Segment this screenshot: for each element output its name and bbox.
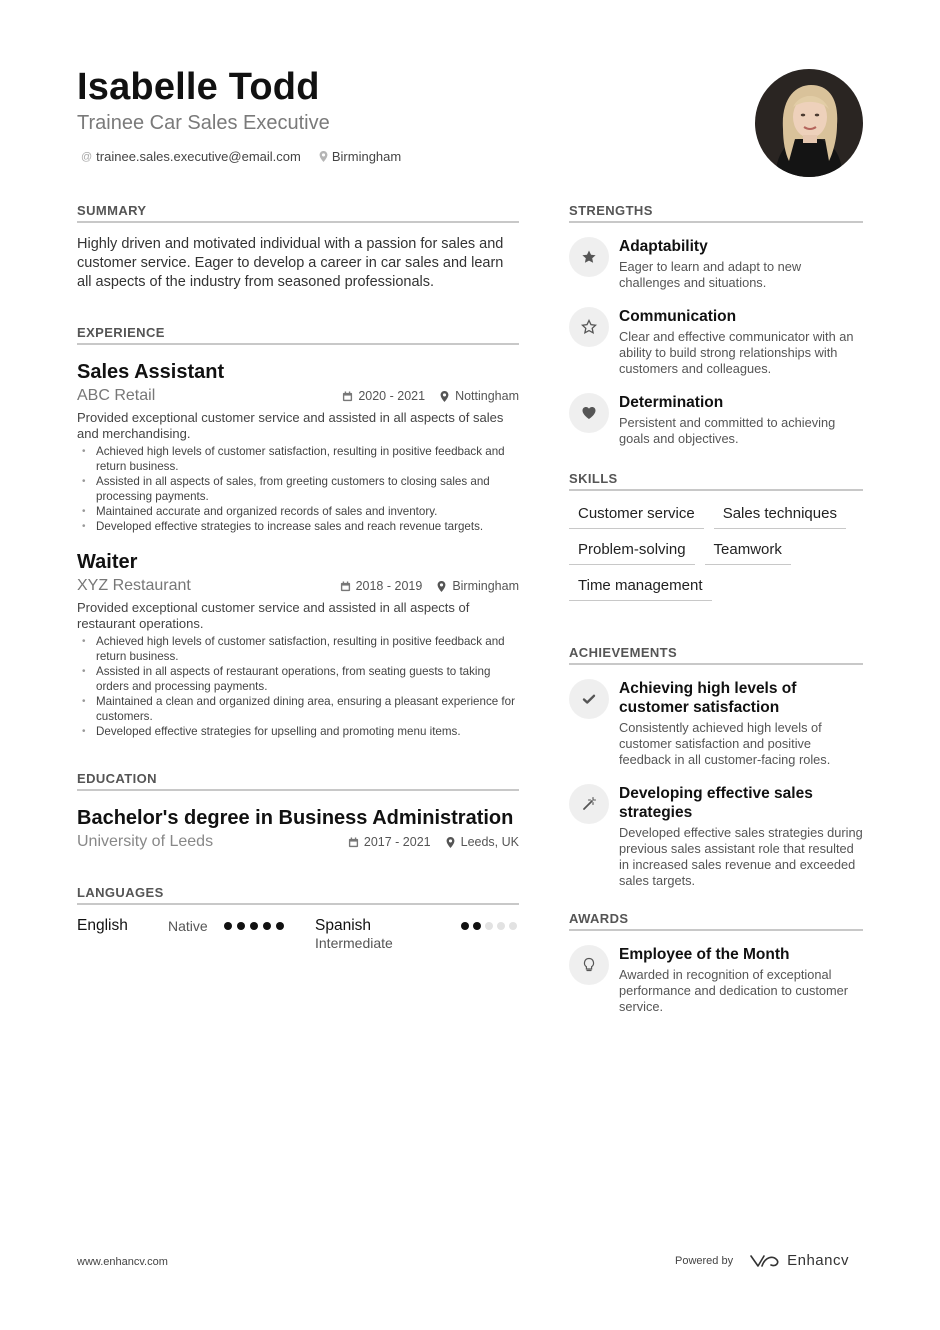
- brand-name: Enhancv: [787, 1252, 849, 1269]
- job-bullet: • Achieved high levels of customer satisfaction, resulting in positive feedback and return business.: [77, 634, 519, 664]
- job-meta: [342, 389, 519, 403]
- strengths-heading: STRENGTHS: [569, 203, 863, 223]
- achievement-body: [619, 784, 863, 889]
- achievement-title: Developing effective sales strategies: [619, 785, 813, 821]
- lightbulb-icon: [569, 945, 609, 985]
- star-outline-icon: [569, 307, 609, 347]
- education-dates: [348, 835, 431, 849]
- strengths-section: [569, 203, 863, 447]
- language-entry: [77, 917, 168, 935]
- contact-row: [81, 149, 401, 164]
- skill-tag: Sales techniques: [714, 505, 846, 529]
- strength-description: Eager to learn and adapt to new challenges and situations.: [619, 259, 802, 290]
- strength-item: [569, 237, 863, 291]
- location-pin-icon: [319, 151, 328, 162]
- enhancv-logo[interactable]: [749, 1252, 849, 1269]
- job-dates: [340, 579, 423, 593]
- experience-heading: EXPERIENCE: [77, 325, 519, 345]
- job-entry: [77, 359, 519, 534]
- strength-body: [619, 393, 863, 447]
- rating-dot: [473, 922, 481, 930]
- language-name: English: [77, 917, 128, 934]
- achievement-description: Consistently achieved high levels of customer satisfaction and positive feedback in all customer-facing roles.: [619, 720, 831, 767]
- location-text: Birmingham: [331, 149, 402, 164]
- job-bullet: • Maintained a clean and organized dining area, ensuring a pleasant experience for customers.: [77, 694, 519, 724]
- candidate-title: Trainee Car Sales Executive: [77, 112, 330, 134]
- footer-website[interactable]: www.enhancv.com: [77, 1256, 168, 1268]
- experience-section: [77, 325, 519, 739]
- job-title: Waiter: [77, 551, 138, 573]
- awards-heading: AWARDS: [569, 911, 863, 931]
- achievement-description: Developed effective sales strategies during previous sales assistant role that resulted in increased sales revenue and exceeded sales targets.: [619, 825, 863, 888]
- email-text: trainee.sales.executive@email.com: [96, 149, 301, 164]
- job-location: [436, 579, 519, 593]
- job-bullet: • Maintained accurate and organized records of sales and inventory.: [77, 504, 519, 519]
- job-entry: [77, 549, 519, 739]
- strength-item: [569, 307, 863, 377]
- achievement-body: [619, 679, 863, 768]
- profile-photo: [755, 69, 863, 177]
- education-subheader: [77, 831, 519, 853]
- achievement-title: Achieving high levels of customer satisfaction: [619, 680, 797, 716]
- left-column: [77, 203, 519, 957]
- language-entry: [315, 917, 461, 951]
- language-row: [77, 917, 519, 957]
- languages-section: [77, 885, 519, 957]
- job-bullet: • Assisted in all aspects of sales, from greeting customers to closing sales and processing payments.: [77, 474, 519, 504]
- check-icon: [569, 679, 609, 719]
- school-name: University of Leeds: [77, 833, 214, 850]
- skill-tag: Problem-solving: [569, 541, 695, 565]
- achievement-item: [569, 784, 863, 889]
- calendar-icon: [348, 837, 359, 848]
- language-level: Intermediate: [315, 935, 393, 951]
- footer-branding: [675, 1252, 849, 1269]
- job-bullet: • Achieved high levels of customer satisfaction, resulting in positive feedback and return business.: [77, 444, 519, 474]
- rating-dot: [237, 922, 245, 930]
- degree-title: Bachelor's degree in Business Administration: [77, 807, 514, 829]
- job-description: Provided exceptional customer service and assisted in all aspects of restaurant operations.: [77, 600, 470, 631]
- heart-icon: [569, 393, 609, 433]
- company-name: ABC Retail: [77, 387, 156, 404]
- summary-heading: SUMMARY: [77, 203, 519, 223]
- strength-body: [619, 307, 863, 377]
- strength-item: [569, 393, 863, 447]
- summary-section: [77, 203, 519, 292]
- skill-tag: Time management: [569, 577, 712, 601]
- education-heading: EDUCATION: [77, 771, 519, 791]
- location-pin-icon: [445, 837, 456, 848]
- job-dates: [342, 389, 425, 403]
- job-description: Provided exceptional customer service and assisted in all aspects of sales and merchandising.: [77, 410, 504, 441]
- job-subheader: [77, 575, 519, 597]
- languages-heading: LANGUAGES: [77, 885, 519, 905]
- strength-body: [619, 237, 863, 291]
- job-bullets: [77, 634, 519, 739]
- job-meta: [340, 579, 519, 593]
- job-bullet: • Assisted in all aspects of restaurant operations, from seating guests to taking orders and processing payments.: [77, 664, 519, 694]
- education-location: [445, 835, 519, 849]
- location-pin-icon: [439, 391, 450, 402]
- powered-by-label: Powered by: [675, 1254, 734, 1267]
- summary-text: Highly driven and motivated individual with a passion for sales and customer service. Eager to develop a career in car sales and learn all aspects of the industry from seasoned professionals.: [77, 236, 504, 290]
- education-meta: [348, 835, 519, 849]
- strength-title: Adaptability: [619, 238, 708, 255]
- star-filled-icon: [569, 237, 609, 277]
- strength-title: Determination: [619, 394, 724, 411]
- language-rating: [461, 917, 517, 930]
- language-name: Spanish: [315, 917, 372, 934]
- job-subheader: [77, 385, 519, 407]
- profile-photo-image: [755, 69, 863, 177]
- skills-heading: SKILLS: [569, 471, 863, 491]
- calendar-icon: [342, 391, 353, 402]
- job-dates-text: 2020 - 2021: [358, 389, 426, 403]
- rating-dot: [250, 922, 258, 930]
- award-item: [569, 945, 863, 1015]
- rating-dot: [276, 922, 284, 930]
- achievements-section: [569, 645, 863, 889]
- job-bullet: • Developed effective strategies to increase sales and reach revenue targets.: [77, 519, 519, 534]
- skills-section: [569, 471, 863, 601]
- skills-list: [569, 505, 863, 601]
- company-name: XYZ Restaurant: [77, 577, 191, 594]
- award-title: Employee of the Month: [619, 946, 790, 963]
- education-dates-text: 2017 - 2021: [363, 835, 431, 849]
- contact-location: [319, 149, 401, 164]
- strength-description: Clear and effective communicator with an ability to build strong relationships with customers and colleagues.: [619, 329, 854, 376]
- job-location: [439, 389, 519, 403]
- magic-wand-icon: [569, 784, 609, 824]
- candidate-name: Isabelle Todd: [77, 66, 320, 108]
- calendar-icon: [340, 581, 351, 592]
- achievement-item: [569, 679, 863, 768]
- skill-tag: Teamwork: [705, 541, 791, 565]
- language-rating: [224, 917, 315, 930]
- enhancv-logo-icon: [749, 1253, 781, 1269]
- job-title: Sales Assistant: [77, 361, 225, 383]
- job-bullets: [77, 444, 519, 534]
- language-level: Native: [168, 918, 208, 934]
- education-section: [77, 771, 519, 853]
- skill-tag: Customer service: [569, 505, 704, 529]
- rating-dot: [224, 922, 232, 930]
- rating-dot: [509, 922, 517, 930]
- rating-dot: [485, 922, 493, 930]
- job-location-text: Nottingham: [455, 389, 519, 403]
- contact-email[interactable]: [81, 149, 301, 164]
- at-icon: @: [81, 150, 93, 163]
- job-dates-text: 2018 - 2019: [355, 579, 423, 593]
- strength-title: Communication: [619, 308, 737, 325]
- location-pin-icon: [436, 581, 447, 592]
- strength-description: Persistent and committed to achieving goals and objectives.: [619, 415, 836, 446]
- job-location-text: Birmingham: [452, 579, 519, 593]
- right-column: [569, 203, 863, 1031]
- achievements-heading: ACHIEVEMENTS: [569, 645, 863, 665]
- job-bullet: • Developed effective strategies for upselling and promoting menu items.: [77, 724, 519, 739]
- awards-section: [569, 911, 863, 1015]
- award-body: [619, 945, 863, 1015]
- rating-dot: [263, 922, 271, 930]
- rating-dot: [497, 922, 505, 930]
- award-description: Awarded in recognition of exceptional performance and dedication to customer service.: [619, 967, 849, 1014]
- education-location-text: Leeds, UK: [460, 835, 519, 849]
- rating-dot: [461, 922, 469, 930]
